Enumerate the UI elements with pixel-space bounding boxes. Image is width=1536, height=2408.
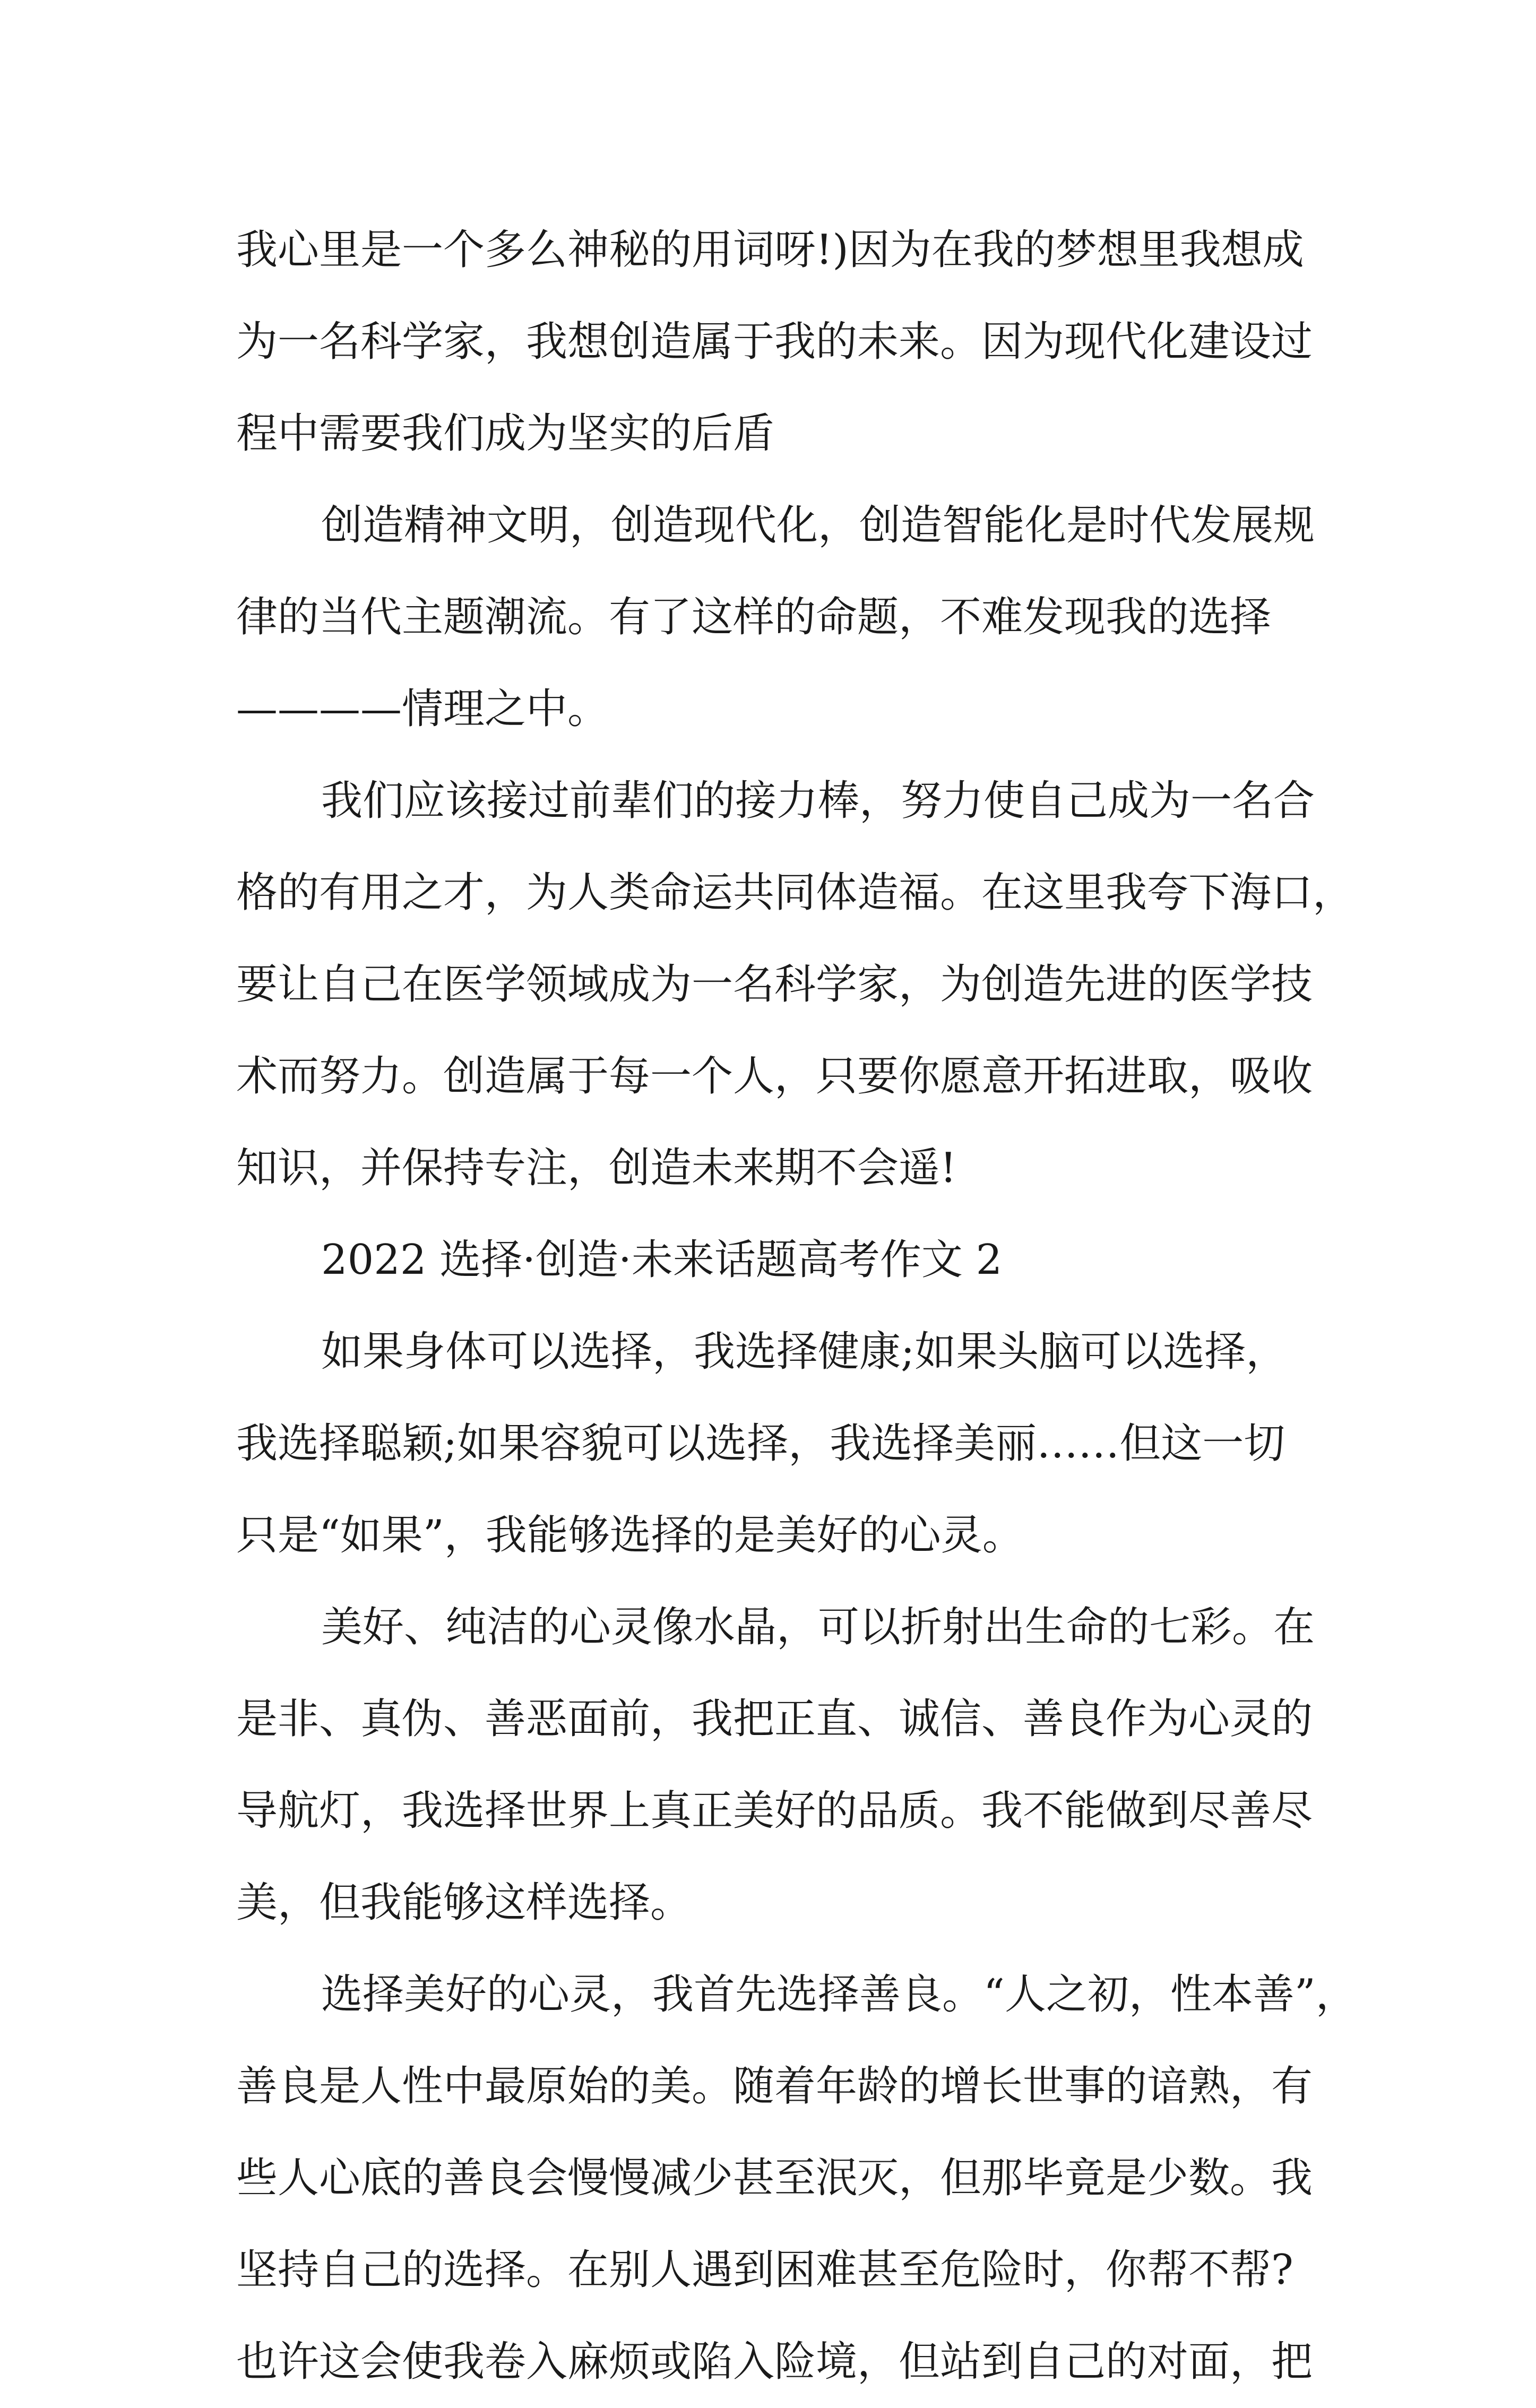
text-line: 些人心底的善良会慢慢减少甚至泯灭，但那毕竟是少数。我 [236, 2154, 1313, 2202]
text-line: 坚持自己的选择。在别人遇到困难甚至危险时，你帮不帮? [236, 2246, 1293, 2294]
text-line: 为一名科学家，我想创造属于我的未来。因为现代化建设过 [236, 318, 1313, 366]
paragraph-start-line: 我们应该接过前辈们的接力棒，努力使自己成为一名合 [321, 777, 1315, 825]
paragraph-start-line: 选择美好的心灵，我首先选择善良。“人之初，性本善”， [321, 1971, 1357, 2018]
paragraph-start-line: 创造精神文明，创造现代化，创造智能化是时代发展规 [321, 502, 1315, 549]
text-line: 只是“如果”，我能够选择的是美好的心灵。 [236, 1512, 1024, 1559]
text-line: 我心里是一个多么神秘的用词呀!)因为在我的梦想里我想成 [236, 226, 1304, 274]
text-line: ————情理之中。 [236, 685, 609, 733]
text-line: 也许这会使我卷入麻烦或陷入险境，但站到自己的对面，把 [236, 2338, 1313, 2386]
text-line: 我选择聪颖;如果容貌可以选择，我选择美丽……但这一切 [236, 1420, 1285, 1468]
section-heading: 2022 选择·创造·未来话题高考作文 2 [321, 1236, 1003, 1284]
paragraph-start-line: 如果身体可以选择，我选择健康;如果头脑可以选择， [321, 1328, 1288, 1376]
text-line: 律的当代主题潮流。有了这样的命题，不难发现我的选择 [236, 593, 1272, 641]
text-line: 术而努力。创造属于每一个人，只要你愿意开拓进取，吸收 [236, 1052, 1313, 1100]
text-line: 知识，并保持专注，创造未来期不会遥! [236, 1144, 957, 1192]
body-text [236, 204, 1357, 2408]
text-line: 善良是人性中最原始的美。随着年龄的增长世事的谙熟，有 [236, 2062, 1313, 2110]
text-line: 是非、真伪、善恶面前，我把正直、诚信、善良作为心灵的 [236, 1695, 1313, 1743]
text-line: 美，但我能够这样选择。 [236, 1879, 692, 1927]
text-line: 要让自己在医学领域成为一名科学家，为创造先进的医学技 [236, 961, 1313, 1008]
text-line: 导航灯，我选择世界上真正美好的品质。我不能做到尽善尽 [236, 1787, 1313, 1835]
text-line: 格的有用之才，为人类命运共同体造福。在这里我夸下海口， [236, 869, 1354, 917]
paragraph-start-line: 美好、纯洁的心灵像水晶，可以折射出生命的七彩。在 [321, 1603, 1315, 1651]
text-line: 程中需要我们成为坚实的后盾 [236, 410, 775, 458]
